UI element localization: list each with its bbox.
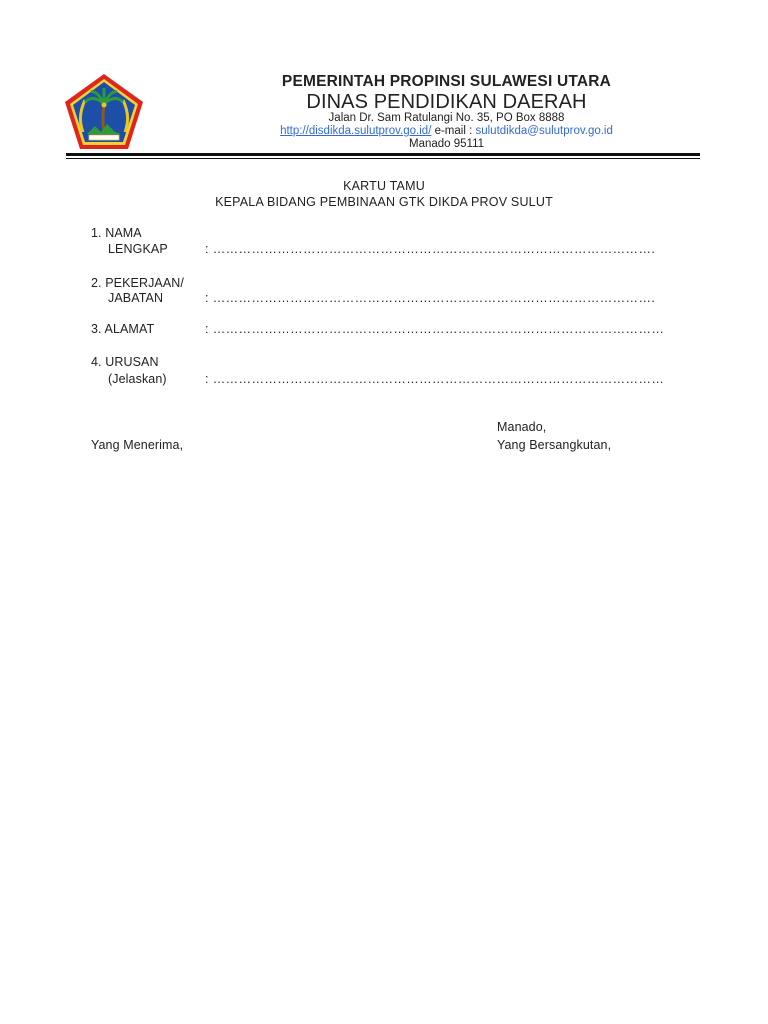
signature-place: Manado,: [497, 420, 547, 434]
document-title: KARTU TAMU: [343, 179, 425, 193]
field-purpose-blank[interactable]: : ……………………………………………………………………………………………: [205, 372, 665, 386]
agency-name-line2: DINAS PENDIDIKAN DAERAH: [306, 91, 587, 113]
field-purpose-label-line1: 4. URUSAN: [91, 355, 159, 369]
agency-city: Manado 95111: [408, 138, 485, 150]
website-link[interactable]: http://disdikda.sulutprov.go.id/: [280, 125, 432, 137]
field-job-blank[interactable]: : ………………………………………………………………………………………….: [205, 291, 656, 305]
agency-contact-line: [200, 125, 693, 137]
field-address-blank[interactable]: : ……………………………………………………………………………………………: [205, 322, 665, 336]
email-address[interactable]: sulutdikda@sulutprov.go.id: [475, 125, 613, 137]
email-label: e-mail :: [431, 125, 476, 137]
field-job-label-line2: JABATAN: [108, 291, 164, 305]
field-address-label: 3. ALAMAT: [91, 322, 155, 336]
field-job-label-line1: 2. PEKERJAAN/: [91, 276, 184, 290]
letterhead-divider-thick: [66, 153, 700, 156]
field-name-label-line1: 1. NAMA: [91, 226, 142, 240]
agency-name-line1: PEMERINTAH PROPINSI SULAWESI UTARA: [281, 73, 612, 90]
field-name-blank[interactable]: : ………………………………………………………………………………………….: [205, 242, 656, 256]
province-emblem-icon: [63, 72, 145, 152]
signature-person-label: Yang Bersangkutan,: [497, 438, 612, 452]
document-subtitle: KEPALA BIDANG PEMBINAAN GTK DIKDA PROV SULUT: [215, 195, 553, 209]
field-name-label-line2: LENGKAP: [108, 242, 168, 256]
signature-receiver-label: Yang Menerima,: [91, 438, 184, 452]
field-purpose-label-line2: (Jelaskan): [108, 372, 167, 386]
letterhead-divider-thin: [66, 158, 700, 159]
agency-address: Jalan Dr. Sam Ratulangi No. 35, PO Box 8888: [328, 112, 565, 124]
